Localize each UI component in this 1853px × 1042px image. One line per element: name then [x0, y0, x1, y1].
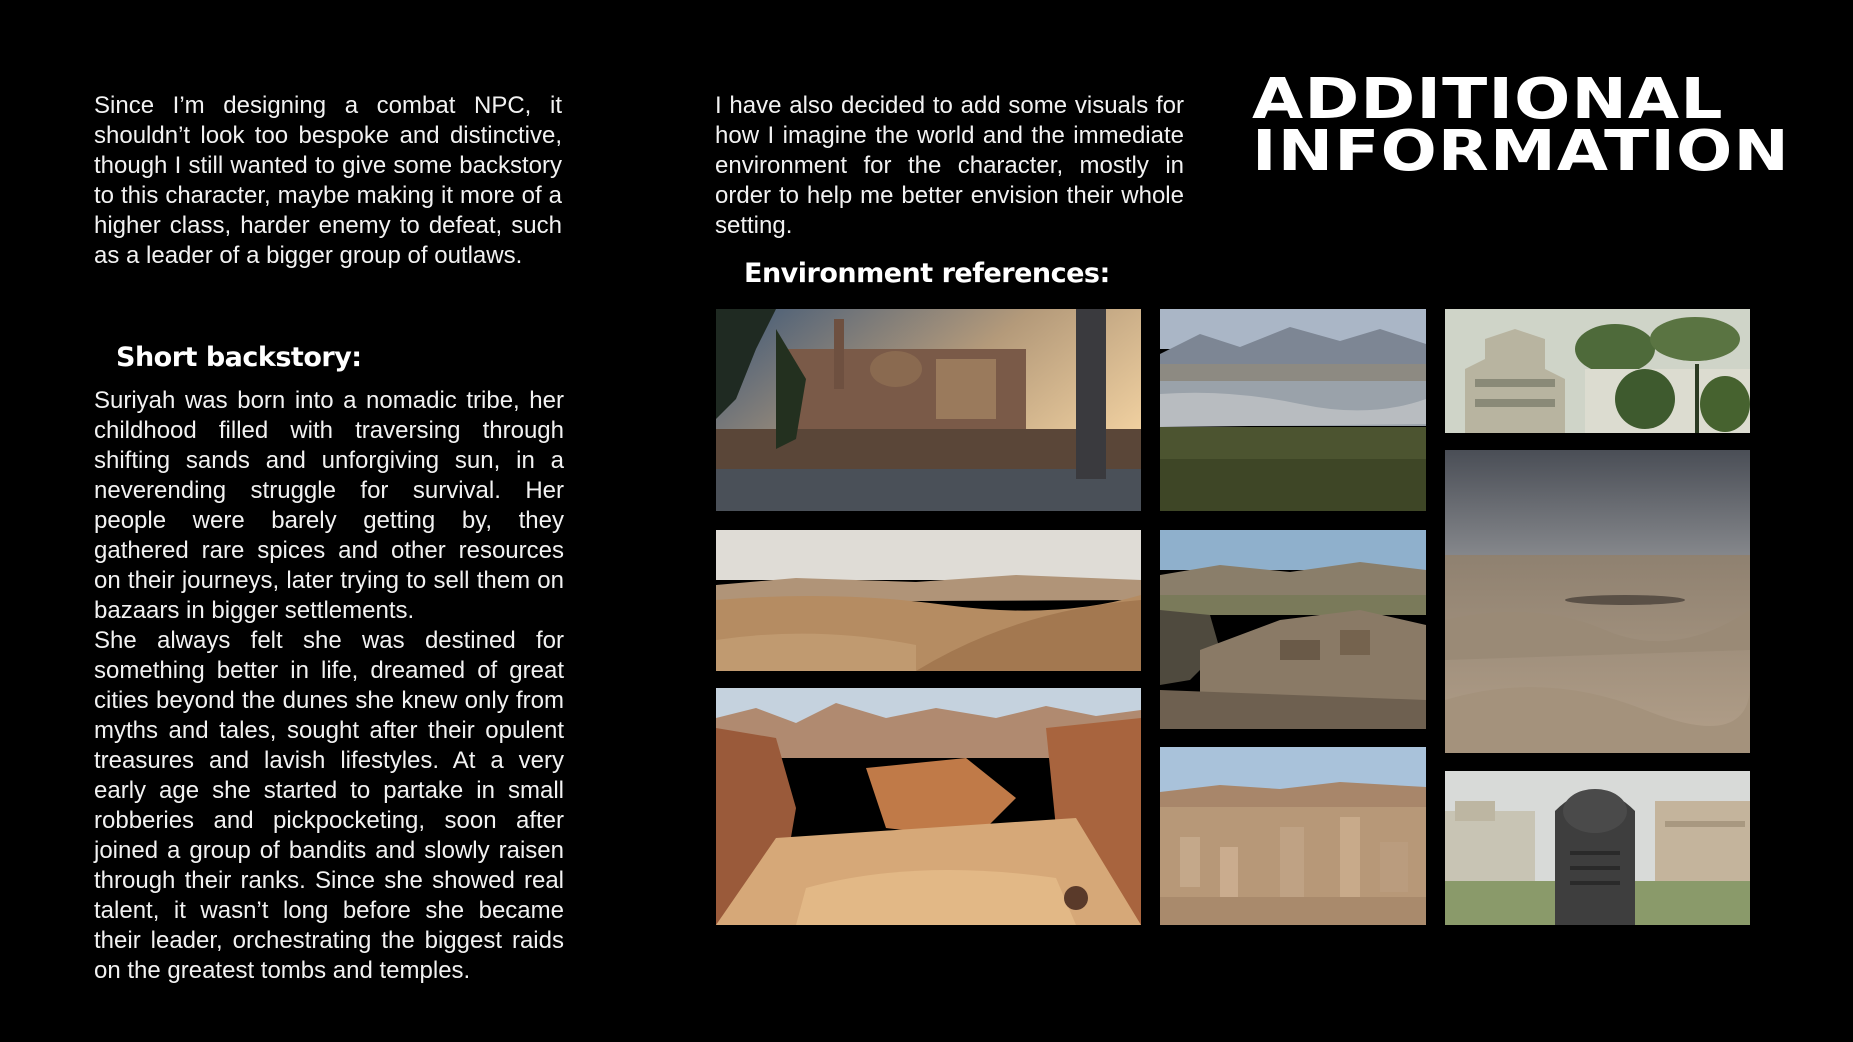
rock-canyon-petra-image	[716, 688, 1141, 925]
page-title-line-2: INFORMATION	[1252, 119, 1790, 184]
visuals-text: I have also decided to add some visuals for how I imagine the world and the immediate environment for the character, mostly in order to help me better envision their whole setting.	[715, 92, 1184, 239]
intro-paragraph	[94, 91, 562, 271]
stele-ancient-city-image	[1445, 771, 1750, 925]
environment-references-heading: Environment references:	[744, 258, 1110, 289]
page-title-line-1: ADDITIONAL	[1252, 67, 1724, 132]
backstory-paragraph-1: Suriyah was born into a nomadic tribe, her childhood filled with traversing through shifting sands and unforgiving sun, in a neverending struggle for survival. Her people were barely getting by, they gathered rare spices and other resources on their journeys, later trying to sell them on bazaars in bigger settlements.	[94, 387, 564, 624]
stone-ruins-image	[1160, 747, 1426, 925]
backstory-paragraph-2: She always felt she was destined for something better in life, dreamed of great cities beyond the dunes she knew only from myths and tales, sought after their opulent treasures and lavish lifestyles. At a very early age she started to partake in small robberies and pickpocketing, soon after joined a group of bandits and slowly raisen through their ranks. Since she showed real talent, it wasn’t long before she became their leader, orchestrating the biggest raids on the greatest tombs and temples.	[94, 627, 564, 984]
short-backstory-heading: Short backstory:	[116, 342, 362, 373]
visuals-paragraph	[715, 91, 1184, 241]
page-title	[1252, 67, 1853, 184]
backstory-text-block	[94, 386, 564, 986]
river-valley-mountains-image	[1160, 309, 1426, 511]
hanging-gardens-ziggurat-image	[1445, 309, 1750, 433]
cliff-village-ruins-image	[1160, 530, 1426, 729]
desert-city-palace-image	[716, 309, 1141, 511]
intro-text: Since I’m designing a combat NPC, it shouldn’t look too bespoke and distinctive, though I still wanted to give some backstory to this character, maybe making it more of a higher class, harder enemy to defeat, such as a leader of a bigger group of outlaws.	[94, 92, 562, 269]
desert-hills-image	[716, 530, 1141, 671]
dune-sea-storm-image	[1445, 450, 1750, 753]
